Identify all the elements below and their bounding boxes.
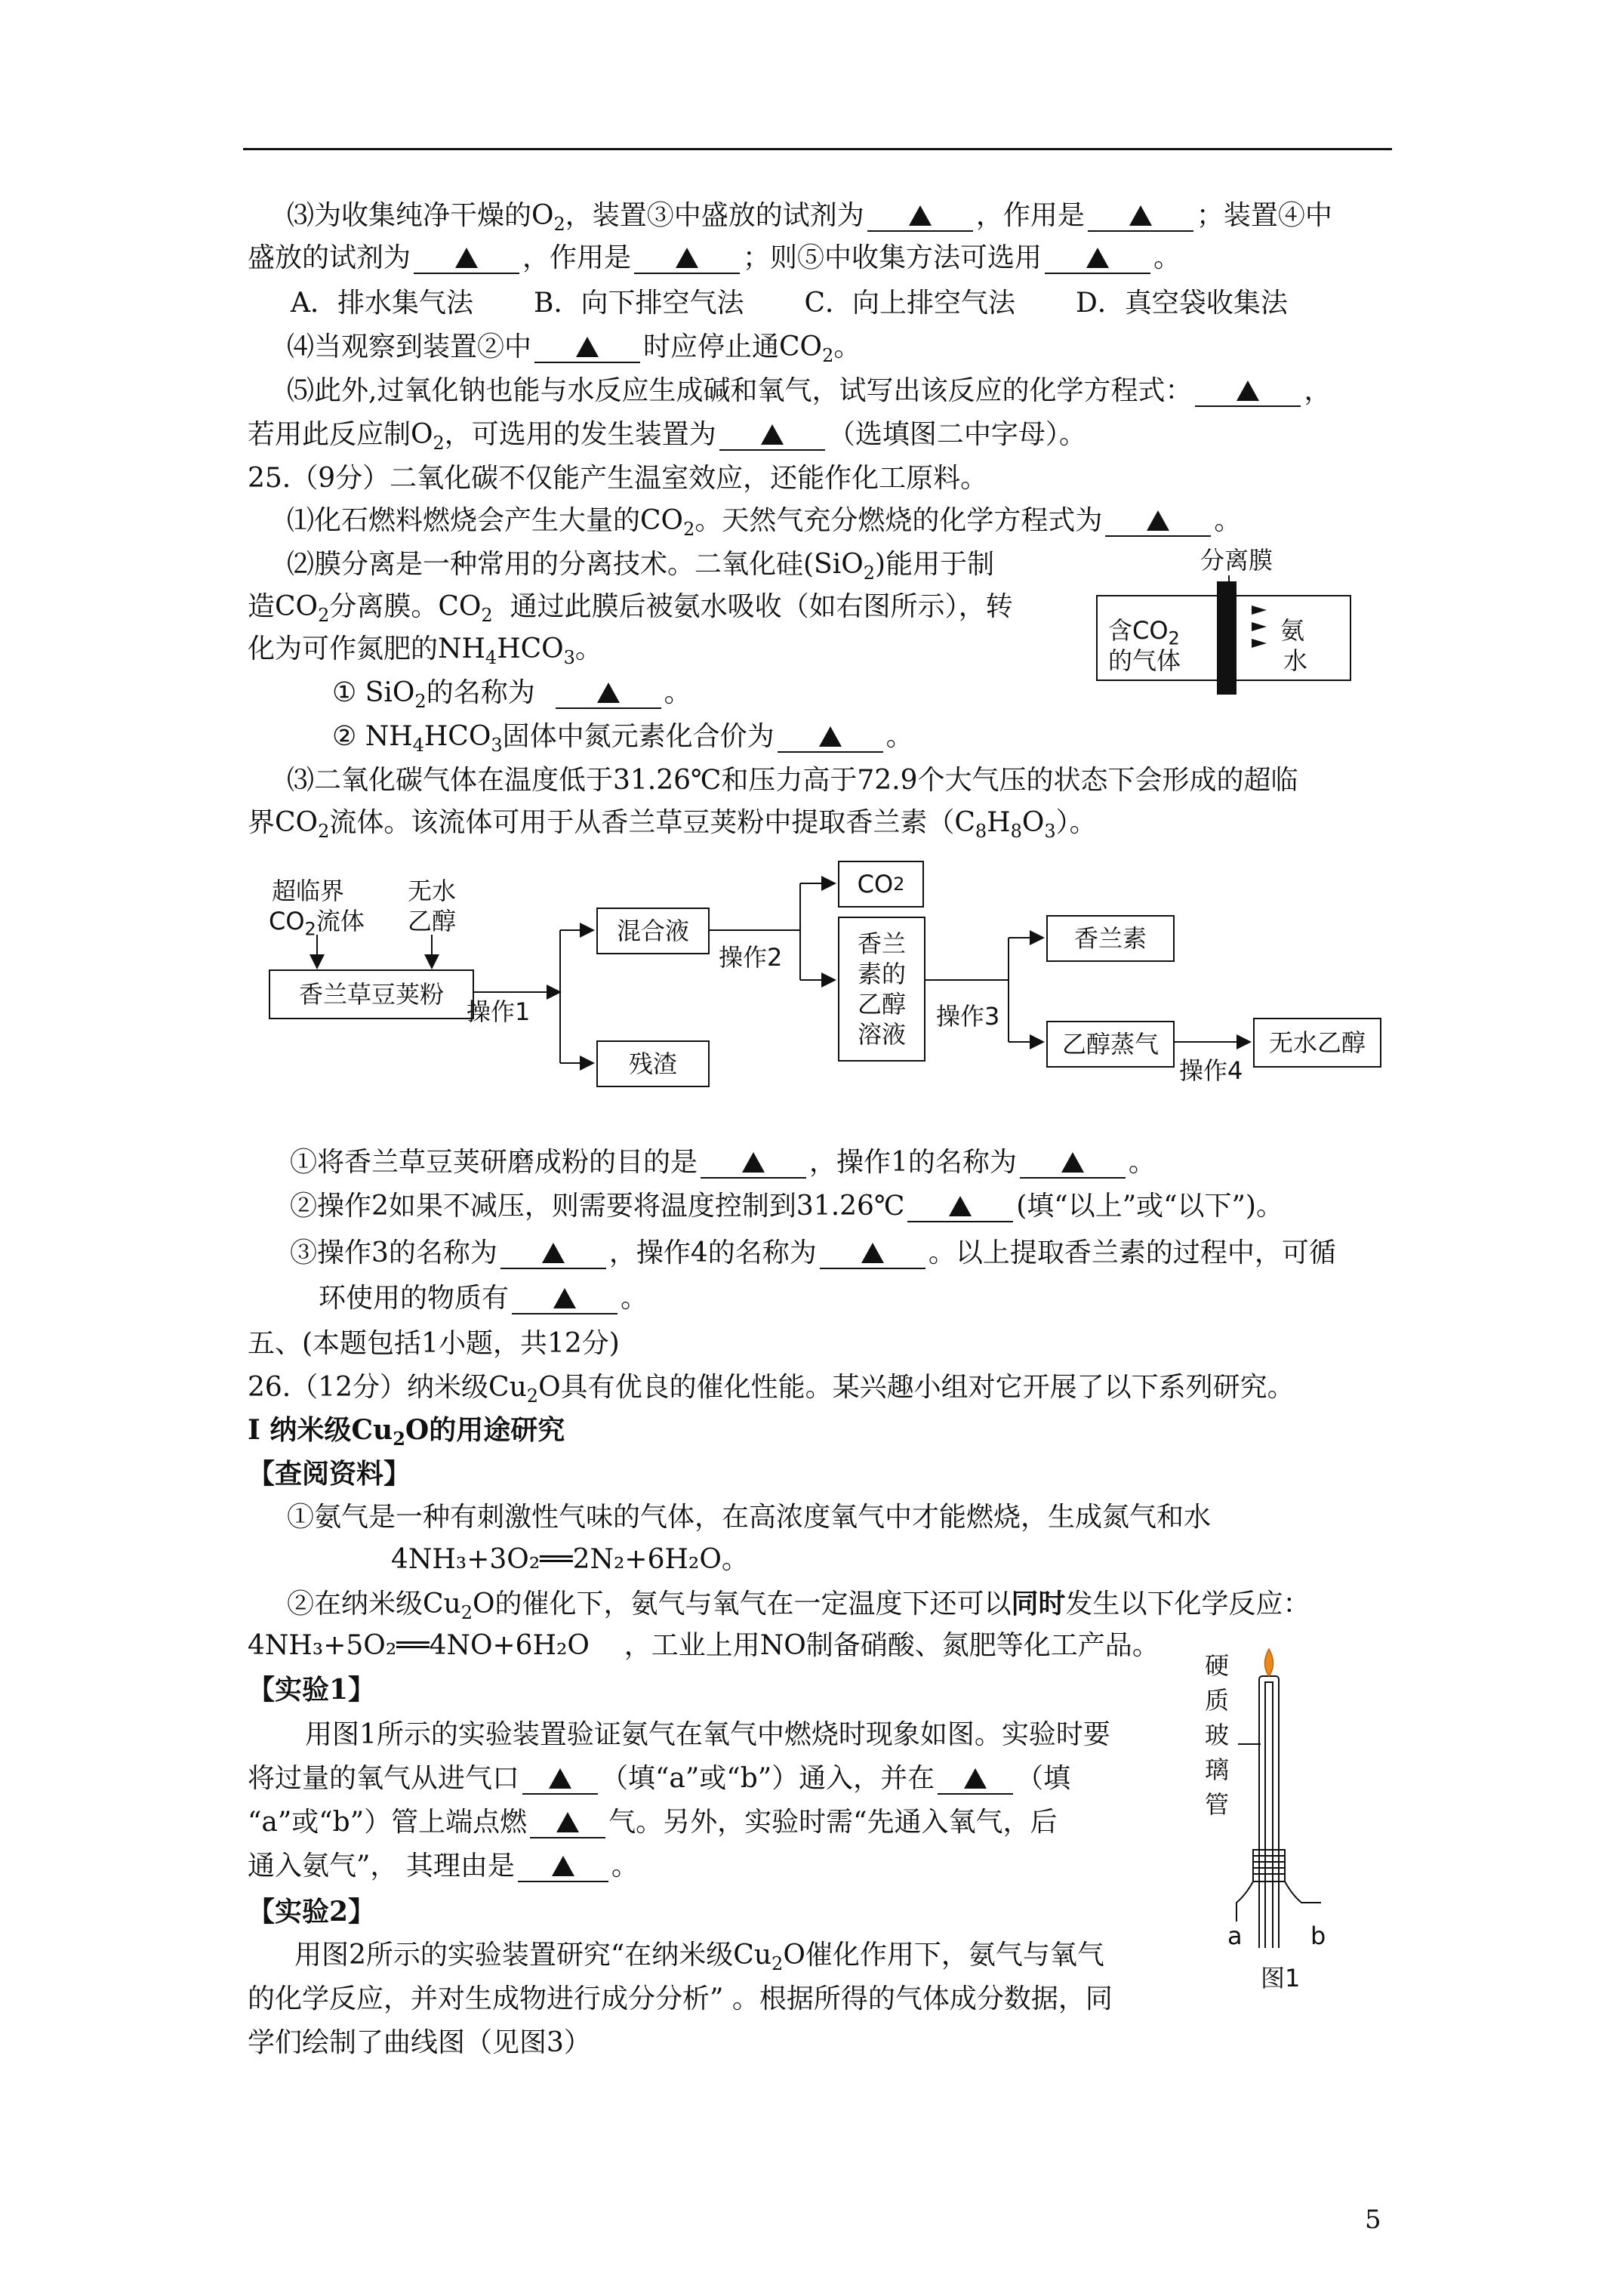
box-anhydrous-ethanol: 无水乙醇 <box>1253 1018 1381 1068</box>
label-op4: 操作4 <box>1179 1056 1243 1085</box>
q24-line-4: 盛放的试剂为 ，作用是 ；则⑤中收集方法可选用 。 <box>248 242 1181 273</box>
membrane-title: 分离膜 <box>1200 546 1273 575</box>
box-co2: CO 2 <box>838 861 924 908</box>
q26-ref-heading: 【查阅资料】 <box>248 1458 411 1490</box>
q25-part3-line1: ⑶二氧化碳气体在温度低于31.26℃和压力高于72.9个大气压的状态下会形成的超临 <box>287 765 1298 796</box>
box-vanillin-solution: 香兰素的乙醇溶液 <box>838 917 925 1062</box>
answer-triangle-icon <box>1061 1152 1084 1173</box>
q26-exp1-l1: 用图1所示的实验装置验证氨气在氧气中燃烧时现象如图。实验时要 <box>305 1719 1110 1750</box>
q24-line-3: ⑶为收集纯净干燥的$O_2$，装置③中盛放的试剂为 ，作用是 ；装置④中 <box>287 200 1332 236</box>
q25-flow-q2: ②操作2如果不减压，则需要将温度控制到31.26℃ (填“以上”或“以下”)。 <box>290 1191 1283 1222</box>
label-op3: 操作3 <box>936 1002 1000 1031</box>
q25-flow-q3: ③操作3的名称为 ，操作4的名称为 。以上提取香兰素的过程中，可循 <box>290 1237 1336 1268</box>
answer-triangle-icon <box>556 1812 579 1832</box>
answer-triangle-icon <box>542 1243 565 1263</box>
q26-exp2-l1: 用图2所示的实验装置研究“在纳米级$Cu_2O$催化作用下，氨气与氧气 <box>294 1940 1104 1975</box>
q26-part1-title: Ⅰ 纳米级$Cu_2O$的用途研究 <box>248 1414 565 1450</box>
q25-part2-line2: 造$CO_2$分离膜。$CO_2$ 通过此膜后被氨水吸收（如右图所示），转 <box>248 591 1013 627</box>
input-ethanol-label: 乙醇 <box>408 907 457 935</box>
option-d: D．真空袋收集法 <box>1076 288 1288 319</box>
q26-ref-2-eq: 4NH₃+5O₂══4NO+6H₂O ，工业上用NO制备硝酸、氮肥等化工产品。 <box>248 1630 1160 1661</box>
q25-sub2: ② $NH_4HCO_3$固体中氮元素化合价为 。 <box>332 721 913 757</box>
q24-line-7: ⑸此外,过氧化钠也能与水反应生成碱和氧气，试写出该反应的化学方程式： ， <box>287 375 1332 406</box>
fig1-label-char: 质 <box>1205 1686 1230 1715</box>
fig1-drawing <box>1223 1646 1336 1948</box>
answer-triangle-icon <box>861 1243 884 1263</box>
q26-heading: 26.（12分）纳米级$Cu_2O$具有优良的催化性能。某兴趣小组对它开展了以下系列研究。 <box>248 1372 1295 1407</box>
answer-triangle-icon <box>949 1196 972 1216</box>
fig1-caption: 图1 <box>1261 1964 1301 1992</box>
q25-flow-q1: ①将香兰草豆荚研磨成粉的目的是 ，操作1的名称为 。 <box>290 1147 1156 1178</box>
box-mixture: 混合液 <box>596 908 710 954</box>
input-supercritical-label: 超临界 <box>272 877 345 905</box>
fig1-port-a: a <box>1227 1922 1243 1950</box>
section-5-heading: 五、(本题包括1小题，共12分) <box>248 1328 620 1359</box>
q26-exp2-heading: 【实验2】 <box>248 1896 376 1928</box>
q26-ref-1-eq: 4NH₃+3O₂══2N₂+6H₂O。 <box>391 1544 749 1575</box>
fig1-label-char: 硬 <box>1205 1651 1230 1680</box>
q26-exp2-l2: 的化学反应，并对生成物进行成分分析” 。根据所得的气体成分数据，同 <box>248 1983 1113 2014</box>
q25-flow-q3-cont: 环使用的物质有 。 <box>319 1283 648 1314</box>
box-residue: 残渣 <box>596 1040 710 1087</box>
membrane-right-label-2: 水 <box>1283 646 1308 675</box>
q24-line-6: ⑷当观察到装置②中 时应停止通$CO_2$。 <box>287 331 861 367</box>
option-c: C．向上排空气法 <box>804 288 1016 319</box>
option-a: A．排水集气法 <box>291 288 473 319</box>
q25-part2-line3: 化为可作氮肥的$NH_4HCO_3$。 <box>248 633 602 669</box>
flame-icon <box>1265 1649 1273 1676</box>
answer-triangle-icon <box>552 1856 574 1876</box>
q25-part1: ⑴化石燃料燃烧会产生大量的$CO_2$。天然气充分燃烧的化学方程式为 。 <box>287 505 1242 541</box>
input-co2-label: $CO_2$流体 <box>269 907 365 940</box>
q26-ref-1: ①氨气是一种有刺激性气味的气体，在高浓度氧气中才能燃烧，生成氮气和水 <box>287 1502 1212 1533</box>
q25-part3-line2: 界$CO_2$流体。该流体可用于从香兰草豆荚粉中提取香兰素$(C_8H_8O_3)$。 <box>248 807 1097 843</box>
membrane-left-label-2: 的气体 <box>1108 646 1181 675</box>
answer-triangle-icon <box>964 1768 987 1789</box>
q25-heading: 25.（9分）二氧化碳不仅能产生温室效应，还能作化工原料。 <box>248 463 988 494</box>
fig1-port-b: b <box>1310 1922 1326 1950</box>
box-vanillin: 香兰素 <box>1046 915 1175 962</box>
answer-triangle-icon <box>549 1768 571 1789</box>
answer-triangle-icon <box>742 1152 765 1173</box>
fig1-label-char: 管 <box>1205 1790 1230 1819</box>
q26-exp2-l3: 学们绘制了曲线图（见图3） <box>248 2027 591 2058</box>
q26-exp1-l2: 将过量的氧气从进气口 （填“a”或“b”）通入，并在 （填 <box>248 1763 1071 1794</box>
membrane-left-label: 含$CO_2$ <box>1108 616 1180 649</box>
q26-exp1-l3: “a”或“b”）管上端点燃 气。另外，实验时需“先通入氧气，后 <box>248 1807 1058 1838</box>
flowchart-arrows <box>0 0 1623 1133</box>
fig1-label-char: 璃 <box>1205 1755 1230 1784</box>
q26-ref-2: ②在纳米级$Cu_2O$的催化下，氨气与氧气在一定温度下还可以同时发生以下化学反应： <box>287 1588 1310 1624</box>
fig1-label-char: 玻 <box>1205 1721 1230 1749</box>
box-vanilla-powder: 香兰草豆荚粉 <box>269 969 474 1019</box>
label-op1: 操作1 <box>467 997 531 1026</box>
q25-part2-line1: ⑵膜分离是一种常用的分离技术。二氧化硅(SiO$_2$)能用于制 <box>287 549 995 584</box>
input-anhydrous-label: 无水 <box>408 877 457 905</box>
label-op2: 操作2 <box>719 943 783 972</box>
q26-exp1-heading: 【实验1】 <box>248 1674 376 1706</box>
membrane-right-label: 氨 <box>1280 616 1305 645</box>
q26-exp1-l4: 通入氨气”， 其理由是 。 <box>248 1851 639 1881</box>
answer-triangle-icon <box>553 1288 576 1308</box>
option-b: B．向下排空气法 <box>534 288 744 319</box>
box-ethanol-vapor: 乙醇蒸气 <box>1046 1021 1175 1068</box>
q24-line-8: 若用此反应制$O_2$，可选用的发生装置为 （选填图二中字母）。 <box>248 419 1086 455</box>
q25-sub1: ① SiO$_2$的名称为 。 <box>332 677 691 713</box>
page-number: 5 <box>1365 2205 1381 2235</box>
